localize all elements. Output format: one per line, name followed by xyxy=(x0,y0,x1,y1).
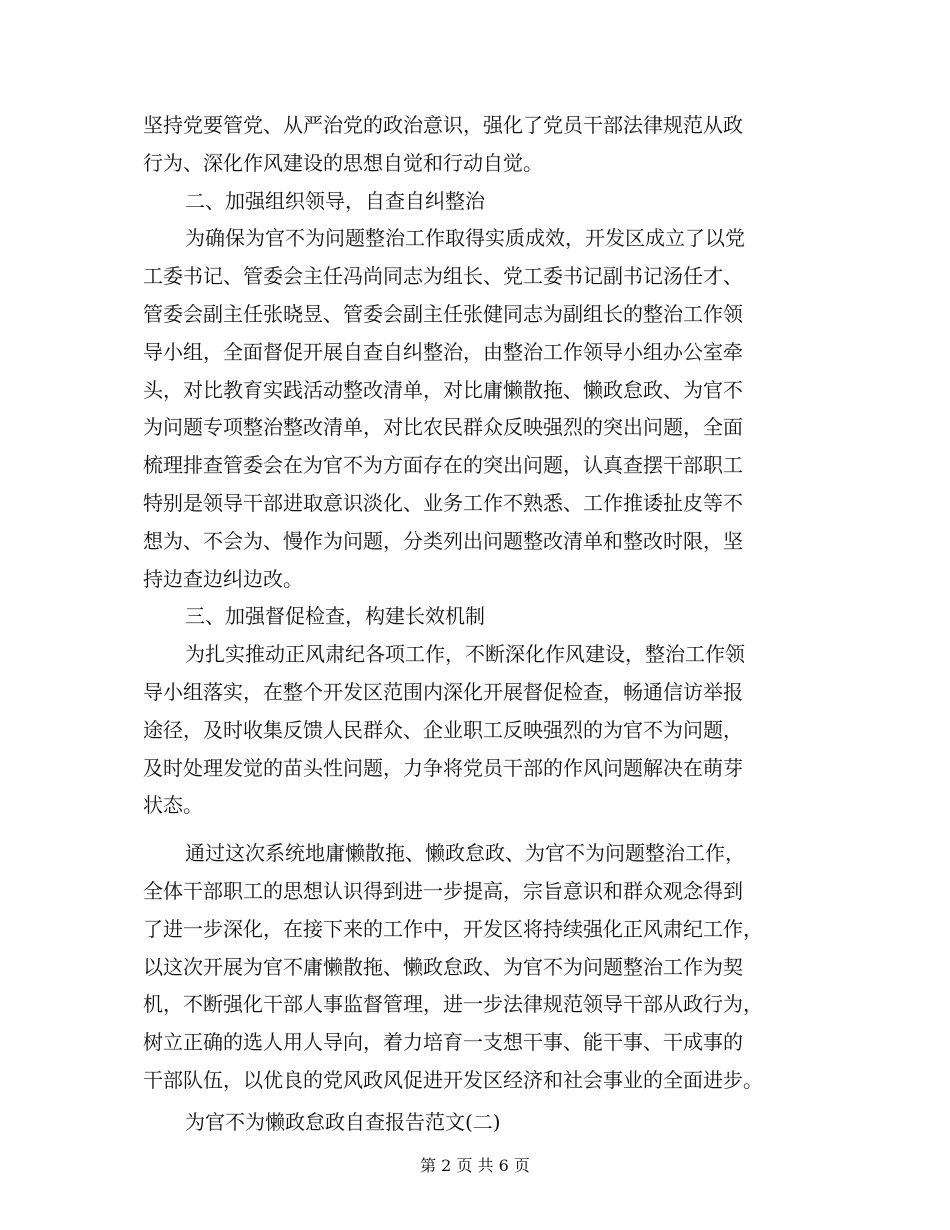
page-number: 第 2 页 共 6 页 xyxy=(420,1156,530,1175)
body-line: 为扎实推动正风肃纪各项工作，不断深化作风建设，整治工作领 xyxy=(185,642,745,667)
body-line: 以这次开展为官不庸懒散拖、懒政怠政、为官不为问题整治工作为契 xyxy=(143,954,743,979)
body-line: 导小组落实，在整个开发区范围内深化开展督促检查，畅通信访举报 xyxy=(143,679,743,704)
body-line: 机，不断强化干部人事监督管理，进一步法律规范领导干部从政行为， xyxy=(143,992,763,1017)
body-line: 及时处理发觉的苗头性问题，力争将党员干部的作风问题解决在萌芽 xyxy=(143,755,743,780)
body-line: 干部队伍，以优良的党风政风促进开发区经济和社会事业的全面进步。 xyxy=(143,1067,763,1092)
body-line: 了进一步深化，在接下来的工作中，开发区将持续强化正风肃纪工作， xyxy=(143,916,763,941)
body-line: 为确保为官不为问题整治工作取得实质成效，开发区成立了以党 xyxy=(185,226,745,251)
body-line: 全体干部职工的思想认识得到进一步提高，宗旨意识和群众观念得到 xyxy=(143,878,743,903)
body-line: 状态。 xyxy=(143,793,203,818)
document-body xyxy=(143,107,803,1142)
body-line: 持边查边纠边改。 xyxy=(143,566,303,591)
section-heading-3: 三、加强督促检查，构建长效机制 xyxy=(185,604,485,629)
document-subtitle: 为官不为懒政怠政自查报告范文(二) xyxy=(185,1109,501,1134)
body-line: 为问题专项整治整改清单，对比农民群众反映强烈的突出问题，全面 xyxy=(143,415,743,440)
section-heading-2: 二、加强组织领导，自查自纠整治 xyxy=(185,188,485,213)
body-line: 导小组，全面督促开展自查自纠整治，由整治工作领导小组办公室牵 xyxy=(143,339,743,364)
body-line: 坚持党要管党、从严治党的政治意识，强化了党员干部法律规范从政 xyxy=(143,113,743,137)
body-line: 头，对比教育实践活动整改清单，对比庸懒散拖、懒政怠政、为官不 xyxy=(143,377,743,402)
body-line: 行为、深化作风建设的思想自觉和行动自觉。 xyxy=(143,150,543,175)
body-line: 通过这次系统地庸懒散拖、懒政怠政、为官不为问题整治工作， xyxy=(185,841,745,866)
body-line: 梳理排查管委会在为官不为方面存在的突出问题，认真查摆干部职工 xyxy=(143,453,743,478)
body-line: 管委会副主任张晓昱、管委会副主任张健同志为副组长的整治工作领 xyxy=(143,301,743,326)
body-line: 途径，及时收集反馈人民群众、企业职工反映强烈的为官不为问题， xyxy=(143,717,743,742)
body-line: 工委书记、管委会主任冯尚同志为组长、党工委书记副书记汤任才、 xyxy=(143,264,743,289)
body-line: 特别是领导干部进取意识淡化、业务工作不熟悉、工作推诿扯皮等不 xyxy=(143,490,743,515)
body-line: 树立正确的选人用人导向，着力培育一支想干事、能干事、干成事的 xyxy=(143,1030,743,1055)
body-line: 想为、不会为、慢作为问题，分类列出问题整改清单和整改时限，坚 xyxy=(143,528,743,553)
